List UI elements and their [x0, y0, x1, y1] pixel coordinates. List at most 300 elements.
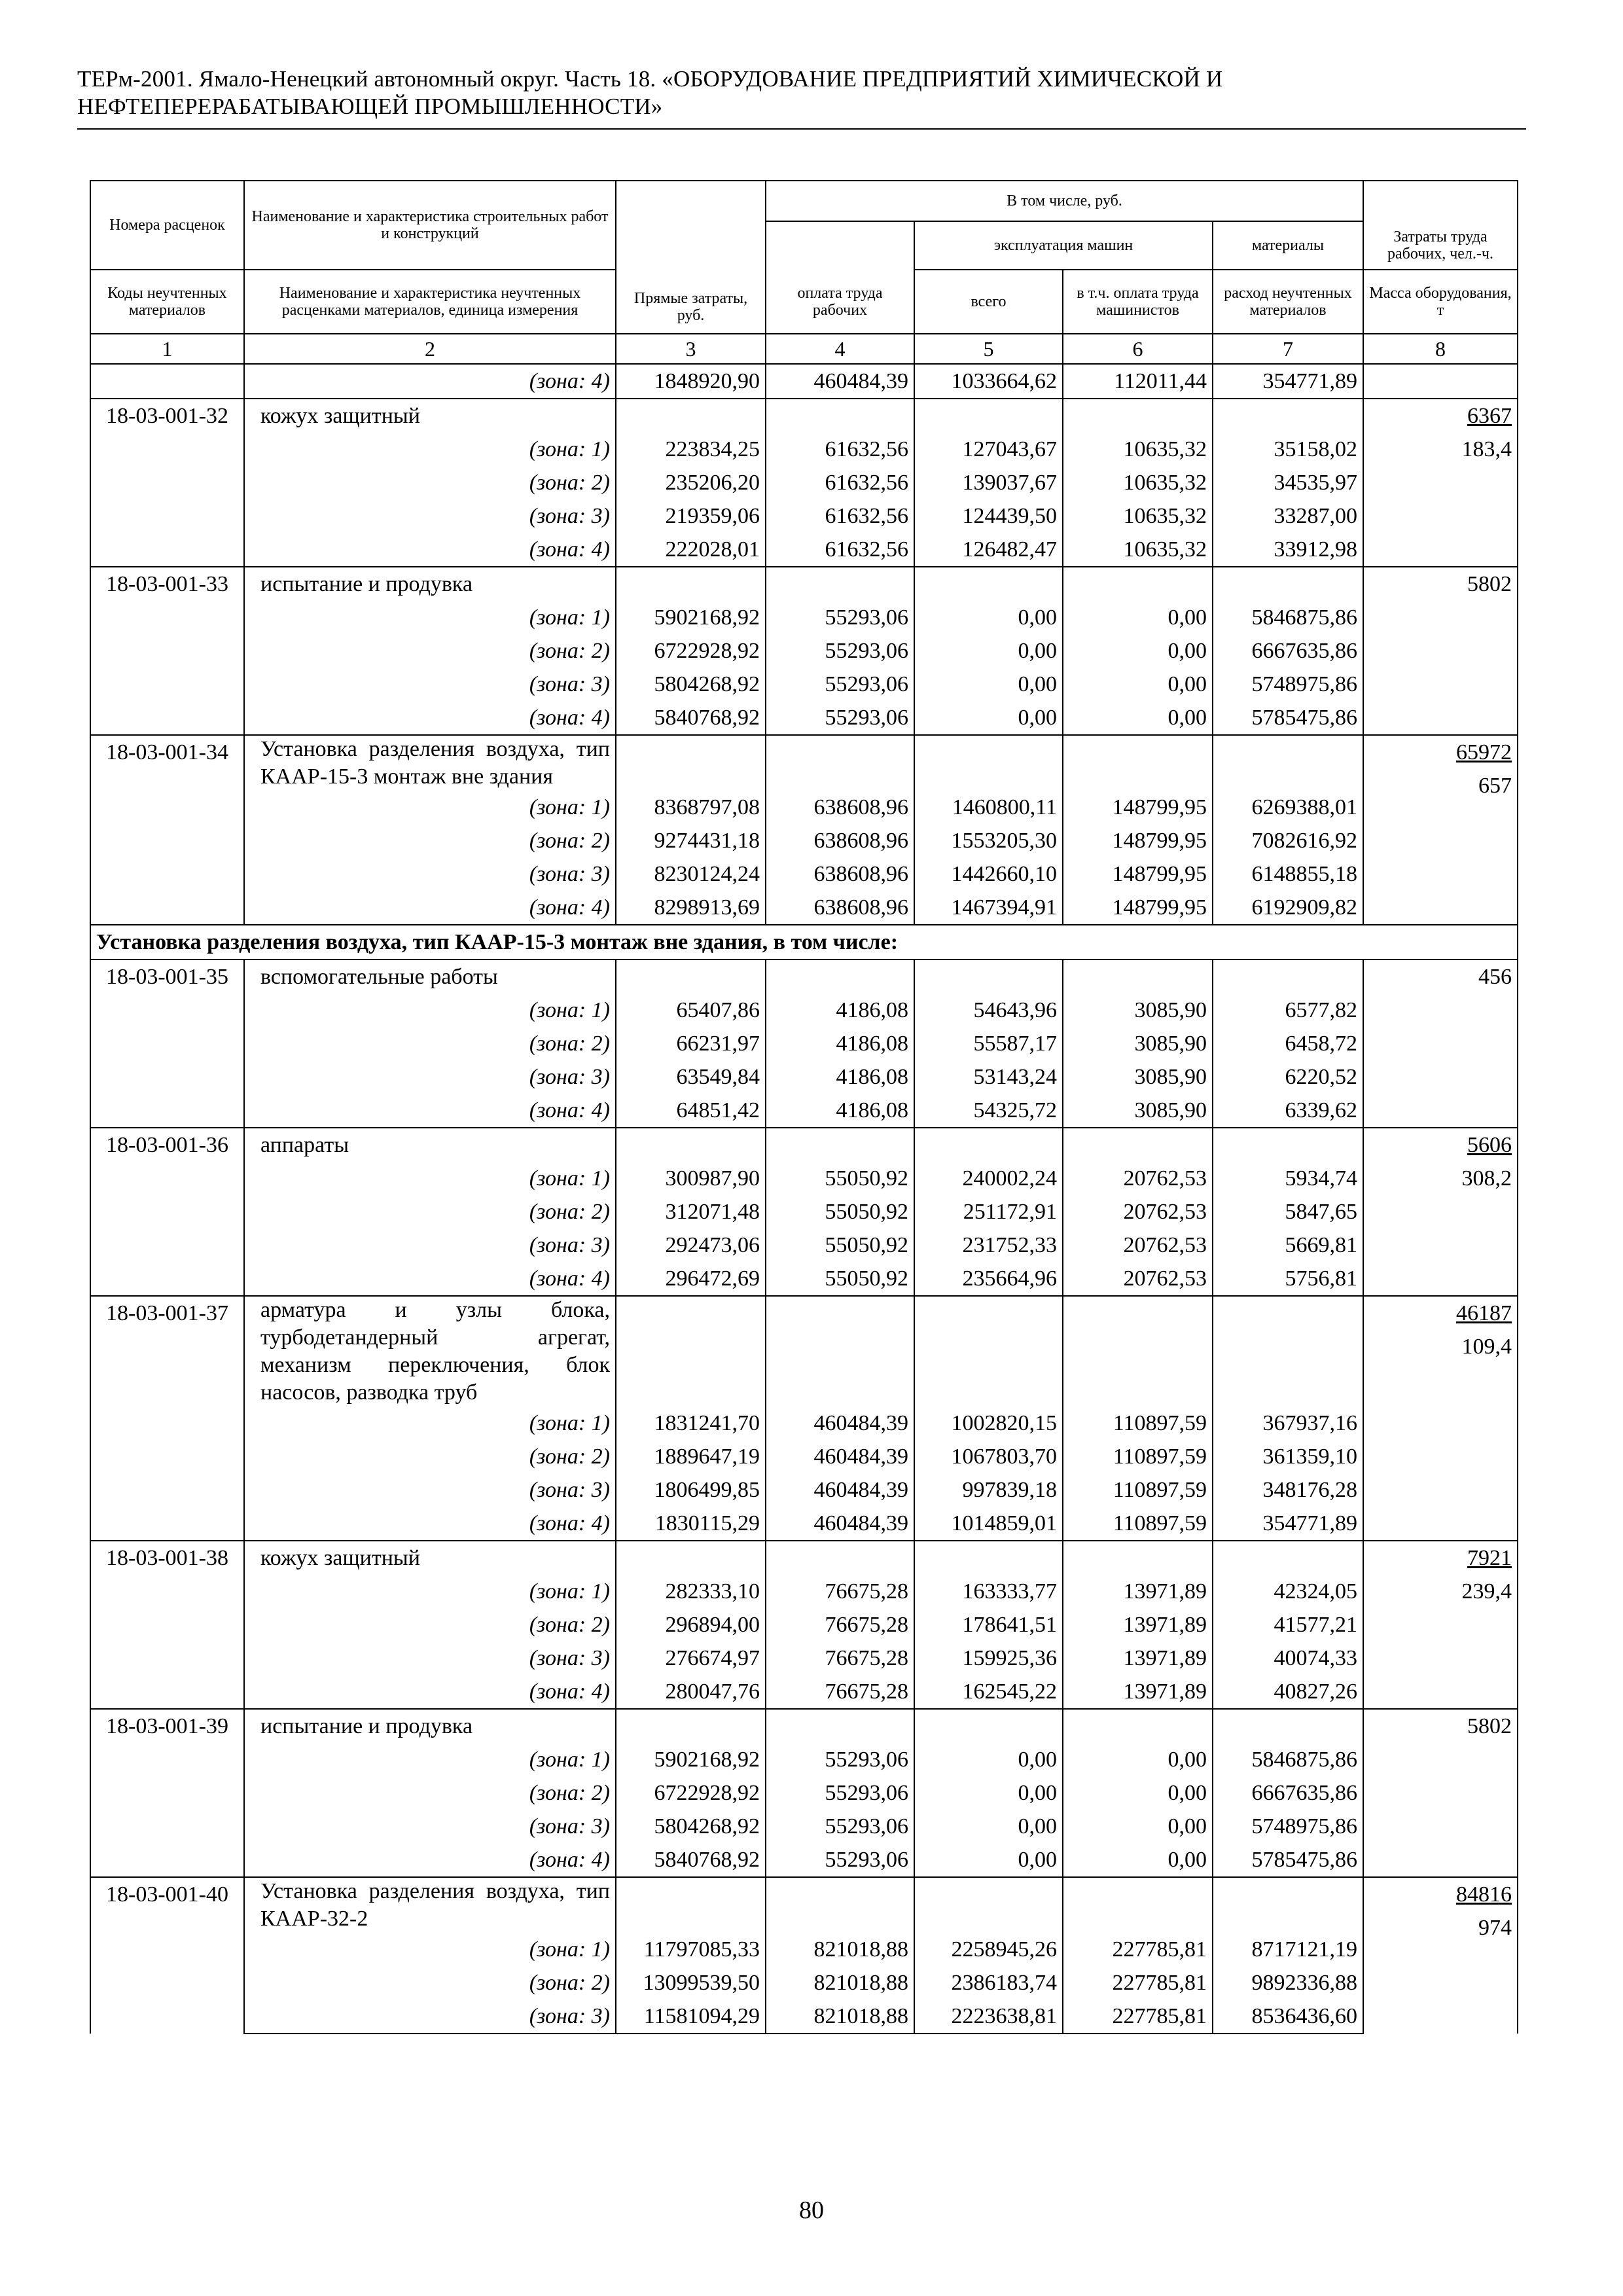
cost-value: 40827,26 — [1213, 1675, 1363, 1709]
labor-cost: 84816 — [1456, 1882, 1512, 1907]
cost-value: 5785475,86 — [1213, 701, 1363, 735]
cost-value: 55293,06 — [766, 1743, 914, 1776]
cost-value: 3085,90 — [1063, 1027, 1213, 1060]
table-row — [90, 1675, 1518, 1709]
cost-value: 61632,56 — [766, 499, 914, 533]
cost-value: 13971,89 — [1063, 1608, 1213, 1641]
cost-value: 300987,90 — [616, 1162, 766, 1195]
cost-value: 0,00 — [1063, 668, 1213, 701]
cost-value: 821018,88 — [766, 1933, 914, 1966]
labor-cost: 46187 — [1456, 1301, 1512, 1325]
zone-label: (зона: 2) — [244, 1966, 616, 2000]
cost-value: 110897,59 — [1063, 1440, 1213, 1473]
cost-value: 0,00 — [1063, 601, 1213, 634]
cost-value: 280047,76 — [616, 1675, 766, 1709]
cost-empty — [914, 567, 1063, 601]
zone-label: (зона: 1) — [244, 433, 616, 466]
cost-value: 13971,89 — [1063, 1641, 1213, 1675]
cost-value: 227785,81 — [1063, 1966, 1213, 2000]
cost-value: 997839,18 — [914, 1473, 1063, 1507]
cost-value: 3085,90 — [1063, 1060, 1213, 1094]
cost-value: 240002,24 — [914, 1162, 1063, 1195]
equipment-mass — [1363, 735, 1518, 925]
rate-group-row — [90, 399, 1518, 433]
rate-code: 18-03-001-33 — [90, 567, 244, 735]
cost-value: 223834,25 — [616, 433, 766, 466]
zone-label: (зона: 3) — [244, 1229, 616, 1262]
cost-value: 5840768,92 — [616, 1843, 766, 1877]
cost-value: 11581094,29 — [616, 2000, 766, 2034]
cost-value: 1033664,62 — [914, 364, 1063, 399]
zone-label: (зона: 3) — [244, 1810, 616, 1843]
cost-value: 0,00 — [1063, 1776, 1213, 1810]
table-row — [90, 601, 1518, 634]
column-number: 5 — [914, 334, 1063, 364]
cost-value: 64851,42 — [616, 1094, 766, 1128]
cost-value: 4186,08 — [766, 1027, 914, 1060]
equipment-mass — [1363, 1877, 1518, 2034]
cost-value: 55587,17 — [914, 1027, 1063, 1060]
zone-label: (зона: 4) — [244, 533, 616, 567]
cost-empty — [1213, 399, 1363, 433]
rate-group-row — [90, 1128, 1518, 1162]
cost-value: 0,00 — [914, 601, 1063, 634]
cost-value: 0,00 — [1063, 1810, 1213, 1843]
cost-value: 110897,59 — [1063, 1473, 1213, 1507]
cost-value: 6458,72 — [1213, 1027, 1363, 1060]
rates-table — [90, 180, 1518, 2034]
cost-value: 0,00 — [1063, 634, 1213, 668]
cost-value: 10635,32 — [1063, 433, 1213, 466]
cost-value: 13099539,50 — [616, 1966, 766, 2000]
cost-value: 1067803,70 — [914, 1440, 1063, 1473]
cost-value: 9892336,88 — [1213, 1966, 1363, 2000]
col-header-unaccounted-codes: Коды неучтенных материалов — [90, 270, 244, 334]
table-row — [90, 1407, 1518, 1440]
cost-value: 0,00 — [914, 1810, 1063, 1843]
mass-value: 657 — [1478, 774, 1512, 798]
cost-value: 55293,06 — [766, 1843, 914, 1877]
cost-value: 5846875,86 — [1213, 601, 1363, 634]
cost-value: 821018,88 — [766, 2000, 914, 2034]
labor-cost: 5802 — [1467, 572, 1512, 596]
cost-empty — [766, 1296, 914, 1407]
header-line-1: ТЕРм-2001. Ямало-Ненецкий автономный округ. Часть 18. «ОБОРУДОВАНИЕ ПРЕДПРИЯТИЙ ХИМИЧЕСКОЙ И — [77, 66, 1223, 92]
table-row — [90, 701, 1518, 735]
zone-label: (зона: 4) — [244, 1507, 616, 1541]
table-row — [90, 824, 1518, 857]
cost-value: 1460800,11 — [914, 791, 1063, 824]
cost-empty — [766, 1128, 914, 1162]
rate-name: испытание и продувка — [244, 1709, 616, 1743]
cost-empty — [914, 1541, 1063, 1575]
cost-value: 0,00 — [914, 1776, 1063, 1810]
cost-value: 40074,33 — [1213, 1641, 1363, 1675]
table-row — [90, 1229, 1518, 1262]
equipment-mass — [1363, 1296, 1518, 1541]
cost-value: 227785,81 — [1063, 2000, 1213, 2034]
cost-value: 1889647,19 — [616, 1440, 766, 1473]
zone-label: (зона: 3) — [244, 857, 616, 891]
equipment-mass — [1363, 399, 1518, 567]
cost-value: 638608,96 — [766, 857, 914, 891]
mass-empty — [1363, 364, 1518, 399]
cost-value: 276674,97 — [616, 1641, 766, 1675]
cost-value: 66231,97 — [616, 1027, 766, 1060]
zone-label: (зона: 4) — [244, 1094, 616, 1128]
column-number: 3 — [616, 334, 766, 364]
column-number: 2 — [244, 334, 616, 364]
zone-label: (зона: 1) — [244, 1162, 616, 1195]
zone-label: (зона: 1) — [244, 1407, 616, 1440]
cost-empty — [1213, 735, 1363, 791]
rate-name: кожух защитный — [244, 1541, 616, 1575]
document-header — [77, 65, 1530, 120]
cost-value: 55050,92 — [766, 1229, 914, 1262]
rate-code: 18-03-001-35 — [90, 960, 244, 1128]
cost-value: 10635,32 — [1063, 466, 1213, 499]
cost-empty — [914, 735, 1063, 791]
table-row — [90, 2000, 1518, 2034]
section-row — [90, 925, 1518, 960]
cost-value: 6339,62 — [1213, 1094, 1363, 1128]
col-header-direct-costs: Прямые затраты, руб. — [616, 181, 766, 334]
zone-label: (зона: 2) — [244, 634, 616, 668]
cost-value: 0,00 — [914, 701, 1063, 735]
cost-value: 148799,95 — [1063, 791, 1213, 824]
zone-label: (зона: 3) — [244, 2000, 616, 2034]
cost-value: 6269388,01 — [1213, 791, 1363, 824]
cost-value: 1848920,90 — [616, 364, 766, 399]
cost-value: 460484,39 — [766, 1507, 914, 1541]
equipment-mass — [1363, 1541, 1518, 1709]
rate-name: кожух защитный — [244, 399, 616, 433]
zone-label: (зона: 3) — [244, 1641, 616, 1675]
table-row — [90, 1195, 1518, 1229]
cost-value: 0,00 — [914, 634, 1063, 668]
table-row — [90, 634, 1518, 668]
cost-value: 5846875,86 — [1213, 1743, 1363, 1776]
rate-code: 18-03-001-36 — [90, 1128, 244, 1296]
cost-value: 126482,47 — [914, 533, 1063, 567]
cost-value: 292473,06 — [616, 1229, 766, 1262]
cost-value: 10635,32 — [1063, 499, 1213, 533]
cost-value: 76675,28 — [766, 1641, 914, 1675]
rate-code: 18-03-001-39 — [90, 1709, 244, 1877]
table-row — [90, 791, 1518, 824]
cost-empty — [914, 1709, 1063, 1743]
equipment-mass — [1363, 960, 1518, 1128]
table-row — [90, 1810, 1518, 1843]
table-row — [90, 857, 1518, 891]
cost-value: 5902168,92 — [616, 1743, 766, 1776]
table-row — [90, 994, 1518, 1027]
cost-value: 55293,06 — [766, 1810, 914, 1843]
rate-name: арматура и узлы блока, турбодетандерный агрегат, механизм переключения, блок насосов, разводка труб — [244, 1296, 616, 1407]
col-header-equipment-mass: Масса оборудования, т — [1363, 270, 1518, 334]
cost-value: 148799,95 — [1063, 857, 1213, 891]
zone-label: (зона: 1) — [244, 601, 616, 634]
cost-empty — [766, 960, 914, 994]
cost-empty — [616, 735, 766, 791]
rate-name: Установка разделения воздуха, тип КААР-15-3 монтаж вне здания — [244, 735, 616, 791]
rate-name: испытание и продувка — [244, 567, 616, 601]
cost-empty — [1063, 1128, 1213, 1162]
cost-value: 8368797,08 — [616, 791, 766, 824]
zone-label: (зона: 4) — [244, 1675, 616, 1709]
cost-empty — [616, 1709, 766, 1743]
table-row — [90, 1027, 1518, 1060]
equipment-mass — [1363, 567, 1518, 735]
cost-value: 1467394,91 — [914, 891, 1063, 925]
column-number: 6 — [1063, 334, 1213, 364]
cost-value: 55293,06 — [766, 1776, 914, 1810]
cost-value: 5804268,92 — [616, 1810, 766, 1843]
cost-value: 6667635,86 — [1213, 634, 1363, 668]
table-row — [90, 1966, 1518, 2000]
cost-empty — [1063, 567, 1213, 601]
cost-value: 1014859,01 — [914, 1507, 1063, 1541]
cost-value: 361359,10 — [1213, 1440, 1363, 1473]
cost-empty — [1063, 1709, 1213, 1743]
col-header-machines-total: всего — [914, 270, 1063, 334]
rate-group-row — [90, 1709, 1518, 1743]
col-header-unaccounted-materials: расход неучтенных материалов — [1213, 270, 1363, 334]
zone-label: (зона: 3) — [244, 1473, 616, 1507]
cost-empty — [616, 1296, 766, 1407]
cost-value: 460484,39 — [766, 1440, 914, 1473]
cost-value: 162545,22 — [914, 1675, 1063, 1709]
zone-label: (зона: 3) — [244, 499, 616, 533]
table-row — [90, 1933, 1518, 1966]
table-row — [90, 1473, 1518, 1507]
cost-value: 20762,53 — [1063, 1162, 1213, 1195]
rate-name: Установка разделения воздуха, тип КААР-32-2 — [244, 1877, 616, 1933]
cost-value: 0,00 — [914, 668, 1063, 701]
cost-empty — [616, 399, 766, 433]
cost-value: 35158,02 — [1213, 433, 1363, 466]
cost-value: 5804268,92 — [616, 668, 766, 701]
cost-value: 13971,89 — [1063, 1675, 1213, 1709]
labor-cost: 65972 — [1456, 740, 1512, 764]
rate-code: 18-03-001-37 — [90, 1296, 244, 1541]
cost-value: 2223638,81 — [914, 2000, 1063, 2034]
cost-value: 0,00 — [1063, 1743, 1213, 1776]
table-row — [90, 533, 1518, 567]
col-header-machines: эксплуатация машин — [914, 221, 1213, 270]
cost-value: 219359,06 — [616, 499, 766, 533]
table-row — [90, 1162, 1518, 1195]
col-header-rate-numbers: Номера расценок — [90, 181, 244, 270]
cost-value: 20762,53 — [1063, 1195, 1213, 1229]
cost-value: 296472,69 — [616, 1262, 766, 1296]
cost-empty — [616, 567, 766, 601]
column-number: 1 — [90, 334, 244, 364]
cost-value: 3085,90 — [1063, 1094, 1213, 1128]
rate-code: 18-03-001-38 — [90, 1541, 244, 1709]
cost-empty — [766, 1709, 914, 1743]
cost-value: 0,00 — [1063, 1843, 1213, 1877]
cost-value: 1806499,85 — [616, 1473, 766, 1507]
cost-value: 227785,81 — [1063, 1933, 1213, 1966]
rate-group-row — [90, 960, 1518, 994]
cost-empty — [1213, 1296, 1363, 1407]
cost-value: 5748975,86 — [1213, 668, 1363, 701]
zone-label: (зона: 1) — [244, 994, 616, 1027]
table-row — [90, 1440, 1518, 1473]
cost-value: 8230124,24 — [616, 857, 766, 891]
page-number: 80 — [799, 2197, 824, 2224]
rate-name: аппараты — [244, 1128, 616, 1162]
cost-empty — [1063, 735, 1213, 791]
cost-value: 55050,92 — [766, 1262, 914, 1296]
cost-value: 5847,65 — [1213, 1195, 1363, 1229]
cost-value: 11797085,33 — [616, 1933, 766, 1966]
cost-value: 53143,24 — [914, 1060, 1063, 1094]
cost-value: 8536436,60 — [1213, 2000, 1363, 2034]
cost-value: 8717121,19 — [1213, 1933, 1363, 1966]
cost-value: 1830115,29 — [616, 1507, 766, 1541]
cost-empty — [766, 399, 914, 433]
cost-value: 638608,96 — [766, 824, 914, 857]
cost-value: 63549,84 — [616, 1060, 766, 1094]
cost-value: 4186,08 — [766, 1094, 914, 1128]
zone-label: (зона: 4) — [244, 891, 616, 925]
cost-empty — [914, 1128, 1063, 1162]
cost-value: 460484,39 — [766, 1407, 914, 1440]
table-row — [90, 1776, 1518, 1810]
labor-cost: 7921 — [1467, 1546, 1512, 1570]
cost-empty — [1063, 1541, 1213, 1575]
cost-value: 5669,81 — [1213, 1229, 1363, 1262]
table-row — [90, 1060, 1518, 1094]
table-row — [90, 1575, 1518, 1608]
cost-value: 460484,39 — [766, 1473, 914, 1507]
labor-cost: 6367 — [1467, 404, 1512, 428]
table-row — [90, 891, 1518, 925]
zone-label: (зона: 1) — [244, 791, 616, 824]
zone-label: (зона: 2) — [244, 824, 616, 857]
cost-value: 5902168,92 — [616, 601, 766, 634]
cost-empty — [1063, 960, 1213, 994]
zone-label: (зона: 3) — [244, 668, 616, 701]
cost-value: 61632,56 — [766, 533, 914, 567]
table-row — [90, 433, 1518, 466]
cost-value: 2386183,74 — [914, 1966, 1063, 2000]
cost-value: 41577,21 — [1213, 1608, 1363, 1641]
cost-value: 55293,06 — [766, 701, 914, 735]
cost-value: 110897,59 — [1063, 1407, 1213, 1440]
cost-value: 33912,98 — [1213, 533, 1363, 567]
mass-value: 183,4 — [1461, 437, 1512, 461]
cost-empty — [1213, 1709, 1363, 1743]
cost-value: 296894,00 — [616, 1608, 766, 1641]
column-number: 4 — [766, 334, 914, 364]
cost-empty — [616, 1877, 766, 1933]
cost-empty — [616, 1128, 766, 1162]
table-row — [90, 1641, 1518, 1675]
zone-label: (зона: 2) — [244, 1195, 616, 1229]
cost-empty — [914, 1296, 1063, 1407]
cost-value: 112011,44 — [1063, 364, 1213, 399]
cost-value: 5756,81 — [1213, 1262, 1363, 1296]
cost-value: 460484,39 — [766, 364, 914, 399]
zone-label: (зона: 1) — [244, 1743, 616, 1776]
zone-label: (зона: 2) — [244, 1440, 616, 1473]
cost-value: 8298913,69 — [616, 891, 766, 925]
cost-empty — [1213, 960, 1363, 994]
header-divider — [77, 128, 1526, 130]
cost-value: 7082616,92 — [1213, 824, 1363, 857]
cost-value: 367937,16 — [1213, 1407, 1363, 1440]
section-title: Установка разделения воздуха, тип КААР-15-3 монтаж вне здания, в том числе: — [90, 925, 1518, 960]
table-row — [90, 1262, 1518, 1296]
carry-over-row — [90, 364, 1518, 399]
cost-value: 1553205,30 — [914, 824, 1063, 857]
table-row — [90, 1608, 1518, 1641]
cost-value: 638608,96 — [766, 791, 914, 824]
cost-empty — [1063, 1296, 1213, 1407]
cost-value: 1002820,15 — [914, 1407, 1063, 1440]
labor-cost: 5802 — [1467, 1714, 1512, 1738]
cost-value: 2258945,26 — [914, 1933, 1063, 1966]
cost-value: 6148855,18 — [1213, 857, 1363, 891]
cost-empty — [1213, 1541, 1363, 1575]
col-header-unaccounted-names: Наименование и характеристика неучтенных расценками материалов, единица измерения — [244, 270, 616, 334]
cost-empty — [766, 567, 914, 601]
cost-empty — [616, 1541, 766, 1575]
cost-value: 6722928,92 — [616, 1776, 766, 1810]
cost-value: 5748975,86 — [1213, 1810, 1363, 1843]
rate-group-row — [90, 1541, 1518, 1575]
mass-value: 239,4 — [1461, 1579, 1512, 1604]
column-number: 7 — [1213, 334, 1363, 364]
cost-value: 3085,90 — [1063, 994, 1213, 1027]
rate-group-row — [90, 1296, 1518, 1407]
mass-value: 109,4 — [1461, 1335, 1512, 1359]
zone-label: (зона: 2) — [244, 1608, 616, 1641]
cost-value: 55050,92 — [766, 1195, 914, 1229]
cost-value: 0,00 — [914, 1743, 1063, 1776]
cost-empty — [766, 1541, 914, 1575]
rate-group-row — [90, 1877, 1518, 1933]
zone-label: (зона: 4) — [244, 364, 616, 399]
labor-cost: 456 — [1478, 965, 1512, 989]
cost-value: 55293,06 — [766, 601, 914, 634]
column-number: 8 — [1363, 334, 1518, 364]
table-row — [90, 1507, 1518, 1541]
col-header-operator-wages: в т.ч. оплата труда машинистов — [1063, 270, 1213, 334]
rate-code-empty — [90, 364, 244, 399]
cost-value: 222028,01 — [616, 533, 766, 567]
cost-value: 821018,88 — [766, 1966, 914, 2000]
zone-label: (зона: 1) — [244, 1575, 616, 1608]
rate-code: 18-03-001-34 — [90, 735, 244, 925]
cost-value: 10635,32 — [1063, 533, 1213, 567]
mass-value: 974 — [1478, 1916, 1512, 1940]
cost-value: 5785475,86 — [1213, 1843, 1363, 1877]
cost-value: 20762,53 — [1063, 1229, 1213, 1262]
cost-value: 110897,59 — [1063, 1507, 1213, 1541]
cost-value: 231752,33 — [914, 1229, 1063, 1262]
cost-value: 6192909,82 — [1213, 891, 1363, 925]
zone-label: (зона: 3) — [244, 1060, 616, 1094]
zone-label: (зона: 4) — [244, 1262, 616, 1296]
table-row — [90, 499, 1518, 533]
cost-value: 1442660,10 — [914, 857, 1063, 891]
cost-value: 178641,51 — [914, 1608, 1063, 1641]
cost-value: 76675,28 — [766, 1575, 914, 1608]
